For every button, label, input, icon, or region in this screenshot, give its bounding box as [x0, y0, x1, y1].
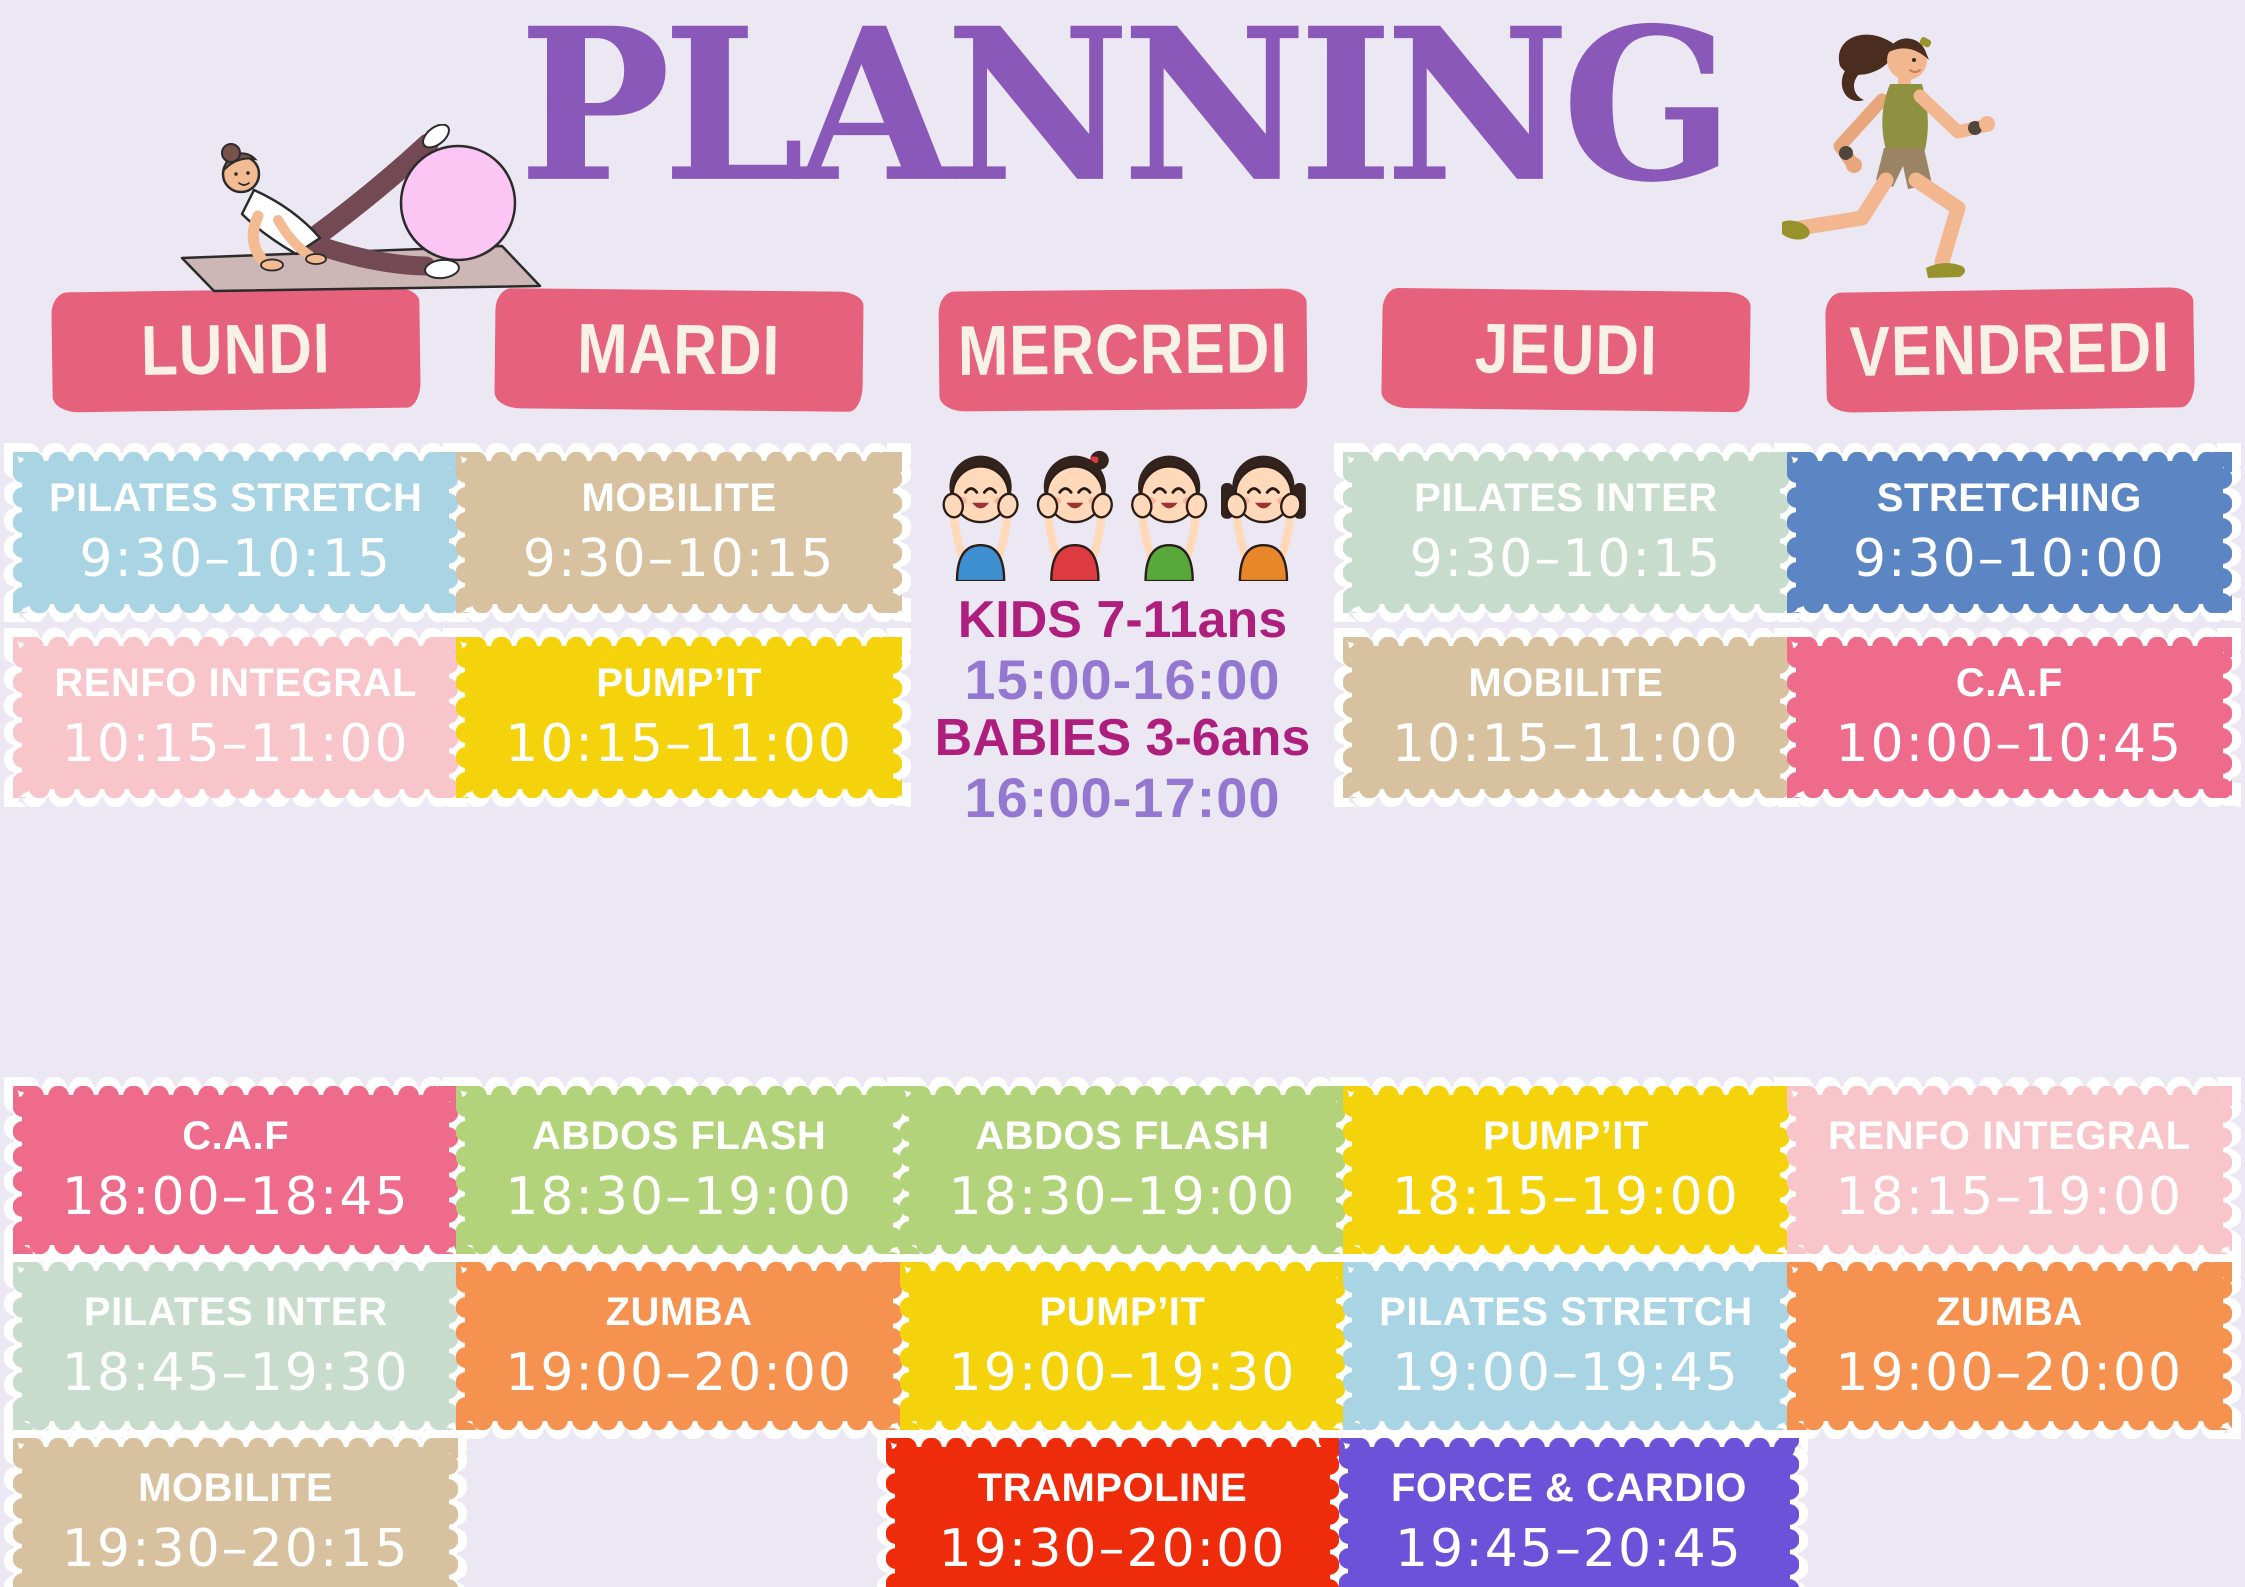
- day-header-vendredi: [1825, 287, 2194, 413]
- class-time: 18:45–19:30: [61, 1342, 410, 1403]
- day-header-mardi: [495, 288, 864, 412]
- class-time: 18:00–18:45: [61, 1166, 410, 1227]
- class-name: MOBILITE: [581, 476, 777, 520]
- card-jeudi-mobilite: [1352, 646, 1779, 789]
- class-time: 19:00–19:45: [1392, 1342, 1740, 1403]
- class-name: PILATES STRETCH: [48, 476, 423, 520]
- card-lundi-pilates-inter: [22, 1271, 449, 1421]
- class-time: 19:30–20:15: [61, 1518, 410, 1579]
- card-lundi-mobilite-soir: [22, 1447, 449, 1587]
- card-vendredi-stretching: [1796, 461, 2223, 604]
- class-name: FORCE & CARDIO: [1390, 1465, 1747, 1510]
- mercredi-kids-column: [909, 461, 1336, 827]
- jeudi-evening-column: [1352, 1095, 1779, 1587]
- card-lundi-renfo-integral: [22, 646, 449, 789]
- jeudi-morning-column: [1352, 461, 1779, 827]
- pilates-illustration-svg: [176, 124, 548, 294]
- class-name: MOBILITE: [138, 1465, 334, 1510]
- class-time: 10:15–11:00: [1392, 714, 1740, 774]
- class-name: PILATES STRETCH: [1379, 1289, 1753, 1334]
- class-name: PUMP’IT: [1039, 1289, 1206, 1334]
- kids-time: 15:00-16:00: [964, 648, 1281, 711]
- card-mercredi-abdos-flash: [909, 1095, 1336, 1245]
- class-name: C.A.F: [182, 1113, 290, 1158]
- class-time: 9:30–10:00: [1852, 529, 2166, 589]
- kids-illustration: [932, 449, 1312, 581]
- day-label: VENDREDI: [1848, 308, 2170, 392]
- class-time: 18:15–19:00: [1835, 1166, 2184, 1227]
- class-name: PUMP’IT: [1483, 1113, 1649, 1158]
- card-jeudi-pilates-stretch: [1352, 1271, 1779, 1421]
- class-name: PUMP’IT: [596, 661, 762, 705]
- class-name: PILATES INTER: [1414, 476, 1718, 520]
- day-header-lundi: [51, 287, 420, 412]
- vendredi-morning-column: [1796, 461, 2223, 827]
- class-name: MOBILITE: [1468, 661, 1664, 705]
- day-label: MERCREDI: [957, 309, 1288, 391]
- lundi-evening-column: [22, 1095, 449, 1587]
- class-name: ZUMBA: [605, 1289, 753, 1334]
- mercredi-evening-column: [909, 1095, 1336, 1587]
- lundi-morning-column: [22, 461, 449, 827]
- class-time: 10:00–10:45: [1835, 714, 2184, 774]
- vendredi-evening-column: [1796, 1095, 2223, 1587]
- poster-title: PLANNING: [518, 0, 1727, 229]
- class-name: STRETCHING: [1876, 476, 2142, 520]
- card-lundi-pilates-stretch: [22, 461, 449, 604]
- class-name: C.A.F: [1955, 661, 2063, 705]
- card-mardi-abdos-flash: [465, 1095, 892, 1245]
- babies-time: 16:00-17:00: [964, 766, 1281, 829]
- class-time: 18:30–19:00: [948, 1166, 1297, 1227]
- class-time: 19:45–20:45: [1395, 1518, 1743, 1579]
- card-lundi-caf: [22, 1095, 449, 1245]
- card-jeudi-pilates-inter: [1352, 461, 1779, 604]
- class-time: 18:30–19:00: [505, 1166, 853, 1227]
- card-mardi-zumba: [465, 1271, 892, 1421]
- evening-schedule-grid: [0, 1095, 2245, 1587]
- card-vendredi-renfo-integral: [1796, 1095, 2223, 1245]
- card-vendredi-zumba: [1796, 1271, 2223, 1421]
- class-time: 19:00–20:00: [1835, 1342, 2184, 1403]
- card-mardi-pumpit: [465, 646, 892, 789]
- mardi-morning-column: [465, 461, 892, 827]
- mardi-evening-column: [465, 1095, 892, 1587]
- running-woman-illustration: [1782, 22, 1998, 286]
- pilates-woman-illustration: [176, 124, 548, 294]
- poster-header: [0, 0, 2245, 440]
- class-time: 10:15–11:00: [61, 714, 410, 774]
- runner-illustration-svg: [1782, 22, 1998, 286]
- class-time: 18:15–19:00: [1392, 1166, 1740, 1227]
- day-label: MARDI: [577, 309, 782, 391]
- class-name: RENFO INTEGRAL: [54, 661, 417, 705]
- kids-illustration-svg: [932, 449, 1312, 581]
- class-name: ABDOS FLASH: [975, 1113, 1270, 1158]
- day-header-row: [0, 290, 2245, 410]
- kids-program-text: [935, 591, 1311, 827]
- card-vendredi-caf: [1796, 646, 2223, 789]
- card-mercredi-trampoline: [895, 1447, 1330, 1587]
- morning-schedule-grid: [0, 440, 2245, 827]
- class-time: 19:00–19:30: [948, 1342, 1297, 1403]
- class-name: TRAMPOLINE: [977, 1465, 1248, 1510]
- day-label: LUNDI: [140, 309, 332, 391]
- class-time: 9:30–10:15: [79, 529, 393, 589]
- class-time: 9:30–10:15: [1409, 529, 1723, 589]
- day-header-jeudi: [1381, 288, 1750, 412]
- class-name: PILATES INTER: [83, 1289, 388, 1334]
- class-time: 19:00–20:00: [505, 1342, 853, 1403]
- babies-age-label: BABIES 3-6ans: [934, 709, 1311, 767]
- wednesday-kids-program: [909, 449, 1336, 827]
- day-header-mercredi: [938, 288, 1307, 411]
- card-mardi-mobilite: [465, 461, 892, 604]
- class-name: ABDOS FLASH: [531, 1113, 827, 1158]
- kids-age-label: KIDS 7-11ans: [957, 591, 1288, 649]
- card-mercredi-pumpit: [909, 1271, 1336, 1421]
- day-label: JEUDI: [1473, 309, 1658, 391]
- class-name: RENFO INTEGRAL: [1828, 1113, 2191, 1158]
- class-time: 10:15–11:00: [505, 714, 853, 774]
- class-time: 19:30–20:00: [938, 1518, 1287, 1579]
- class-time: 9:30–10:15: [522, 529, 836, 589]
- class-name: ZUMBA: [1935, 1289, 2083, 1334]
- card-jeudi-force-cardio: [1348, 1447, 1789, 1587]
- card-jeudi-pumpit: [1352, 1095, 1779, 1245]
